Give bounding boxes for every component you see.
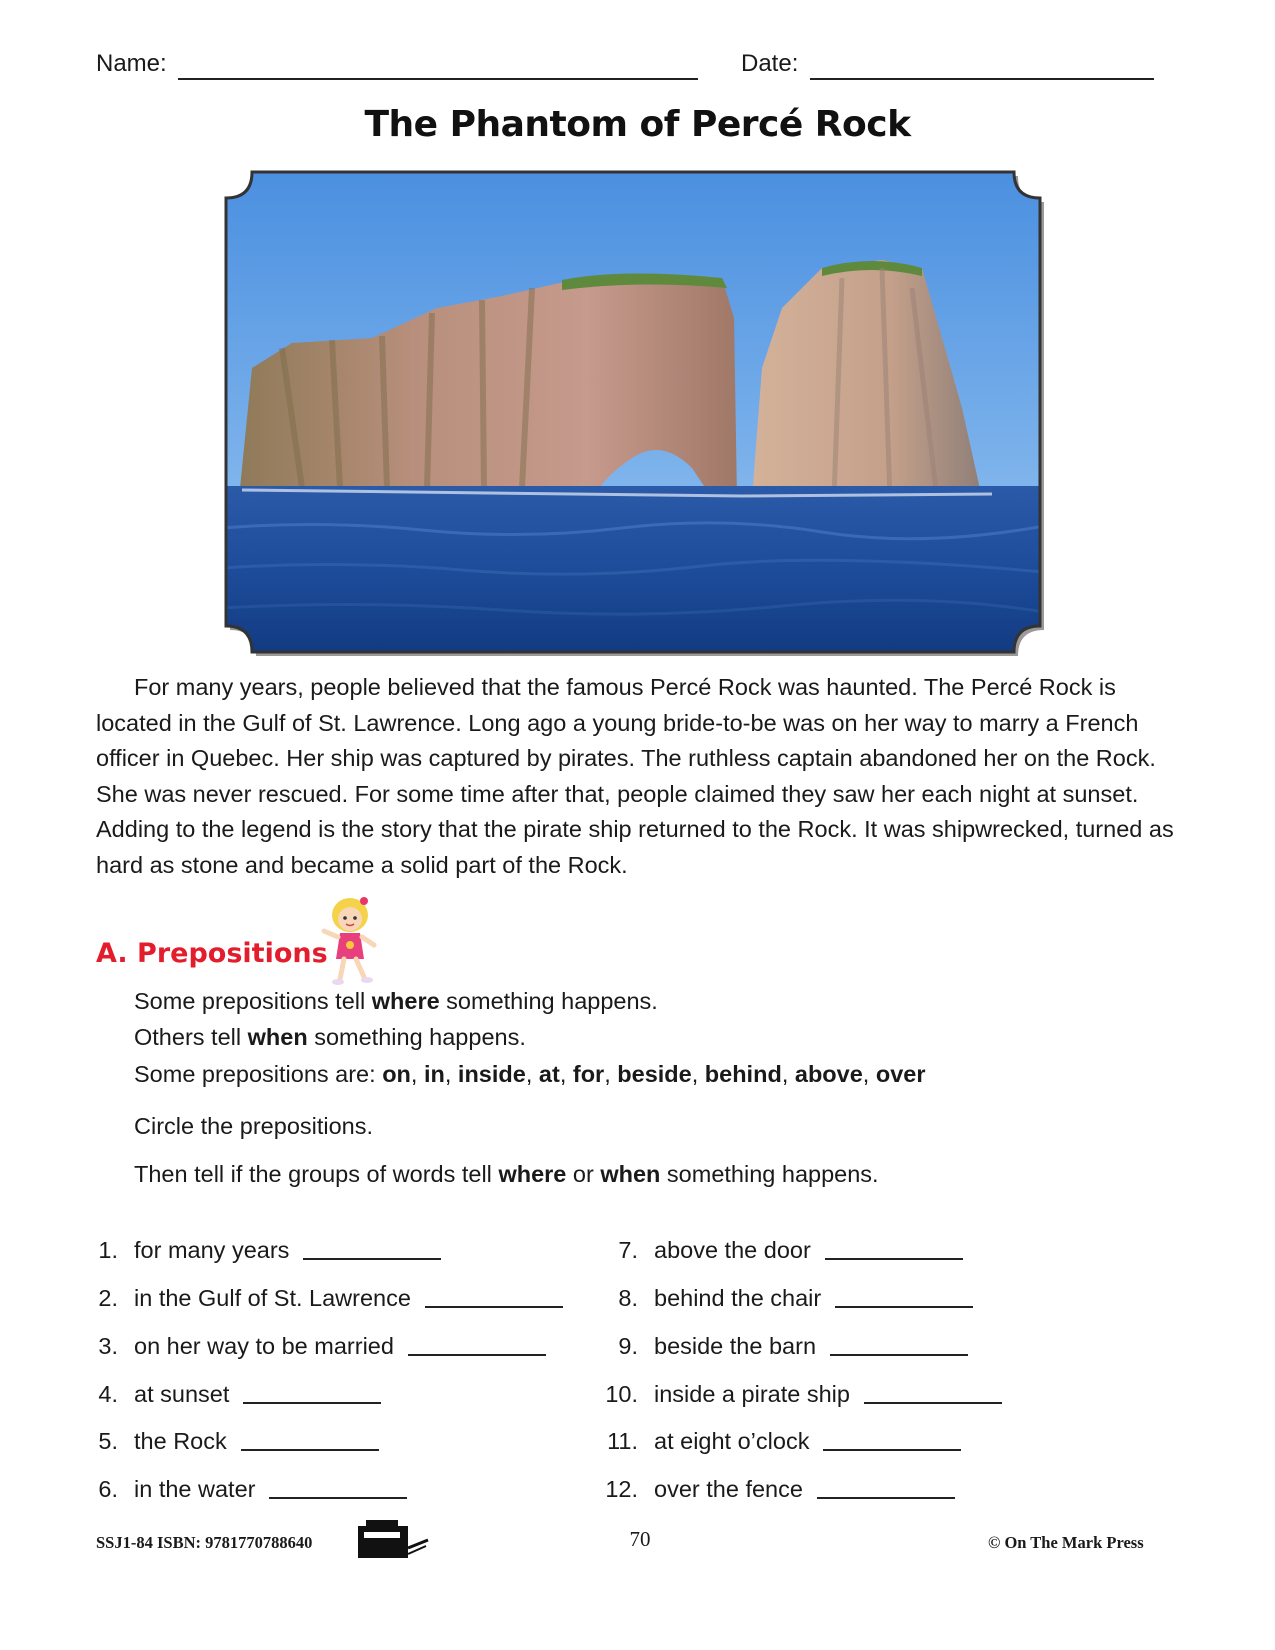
- question-text: the Rock: [134, 1428, 227, 1454]
- question-text: at sunset: [134, 1381, 230, 1407]
- answer-blank[interactable]: [303, 1258, 441, 1260]
- question-text: over the fence: [654, 1476, 803, 1502]
- prep-word: for: [572, 1061, 605, 1087]
- name-field-line[interactable]: [178, 78, 698, 80]
- question-number: 7.: [618, 1237, 638, 1263]
- prep-word: behind: [704, 1061, 782, 1087]
- page-number: 70: [629, 1527, 651, 1551]
- question-item: [96, 1333, 546, 1360]
- date-field-line[interactable]: [810, 78, 1154, 80]
- question-item: [600, 1381, 1002, 1408]
- story-text: For many years, people believed that the famous Percé Rock was haunted. The Percé Rock is located in the Gulf of St. Lawrence. Long ago a young bride-to-be was on her way to marry a French officer in Quebec. Her ship was captured by pirates. The ruthless captain abandoned her on the Rock. She was never rescued. For some time after that, people claimed they saw her each night at sunset. Adding to the legend is the story that the pirate ship returned to the Rock. It was shipwrecked, turned as hard as stone and became a solid part of the Rock.: [96, 674, 1174, 878]
- question-number: 3.: [98, 1333, 118, 1359]
- question-item: [96, 1237, 441, 1264]
- rule-where-pre: Some prepositions tell: [134, 988, 372, 1014]
- question-item: [96, 1428, 379, 1455]
- question-item: [600, 1285, 973, 1312]
- girl-mascot-icon: [316, 893, 386, 989]
- answer-blank[interactable]: [243, 1402, 381, 1404]
- answer-blank[interactable]: [269, 1497, 407, 1499]
- rule-examples: Some prepositions are: on, in, inside, at, for, beside, behind, above, over: [134, 1061, 926, 1087]
- rule-when-post: something happens.: [307, 1024, 526, 1050]
- rule-where: [134, 988, 658, 1015]
- answer-blank[interactable]: [864, 1402, 1002, 1404]
- question-item: [600, 1476, 955, 1503]
- instruction-tell-post: something happens.: [660, 1161, 879, 1187]
- answer-blank[interactable]: [425, 1306, 563, 1308]
- instruction-circle: Circle the prepositions.: [134, 1113, 374, 1139]
- rule-examples-pre: Some prepositions are:: [134, 1061, 383, 1087]
- instruction-tell-pre: Then tell if the groups of words tell: [134, 1161, 499, 1187]
- prep-word: at: [538, 1061, 560, 1087]
- rule-where-post: something happens.: [439, 988, 658, 1014]
- photocopier-icon: [356, 1518, 430, 1560]
- answer-blank[interactable]: [835, 1306, 973, 1308]
- rule-when: [134, 1024, 526, 1051]
- question-number: 8.: [618, 1285, 638, 1311]
- perce-rock-photo: [222, 168, 1044, 656]
- prep-word: over: [875, 1061, 926, 1087]
- answer-blank[interactable]: [825, 1258, 963, 1260]
- question-item: [96, 1476, 407, 1503]
- instruction-tell-where: where: [498, 1161, 567, 1187]
- question-number: 5.: [98, 1428, 118, 1454]
- answer-blank[interactable]: [241, 1449, 379, 1451]
- footer-copyright: © On The Mark Press: [988, 1533, 1144, 1552]
- question-text: at eight o’clock: [654, 1428, 810, 1454]
- question-number: 4.: [98, 1381, 118, 1407]
- question-item: [96, 1285, 563, 1312]
- rule-when-pre: Others tell: [134, 1024, 248, 1050]
- rule-when-bold: when: [247, 1024, 308, 1050]
- question-text: behind the chair: [654, 1285, 822, 1311]
- name-label: Name:: [96, 50, 167, 77]
- footer-code: SSJ1-84 ISBN: 9781770788640: [96, 1533, 313, 1552]
- question-text: above the door: [654, 1237, 811, 1263]
- question-number: 10.: [605, 1381, 638, 1407]
- section-title: A. Prepositions: [96, 938, 328, 969]
- instruction-tell: [134, 1161, 879, 1188]
- prep-word: inside: [457, 1061, 526, 1087]
- story-paragraph: [96, 670, 1181, 883]
- question-number: 2.: [98, 1285, 118, 1311]
- question-text: on her way to be married: [134, 1333, 394, 1359]
- question-item: [600, 1428, 961, 1455]
- question-text: beside the barn: [654, 1333, 817, 1359]
- question-number: 9.: [618, 1333, 638, 1359]
- prep-word: on: [382, 1061, 411, 1087]
- answer-blank[interactable]: [408, 1354, 546, 1356]
- instruction-tell-mid: or: [566, 1161, 601, 1187]
- question-number: 11.: [607, 1428, 638, 1454]
- question-item: [96, 1381, 381, 1408]
- page-title: The Phantom of Percé Rock: [364, 104, 911, 145]
- prep-word: in: [423, 1061, 445, 1087]
- question-number: 6.: [98, 1476, 118, 1502]
- question-text: in the Gulf of St. Lawrence: [134, 1285, 411, 1311]
- question-number: 1.: [98, 1237, 118, 1263]
- question-item: [600, 1333, 968, 1360]
- prep-word: above: [794, 1061, 863, 1087]
- question-text: in the water: [134, 1476, 256, 1502]
- date-label: Date:: [741, 50, 799, 77]
- question-text: for many years: [134, 1237, 290, 1263]
- question-item: [600, 1237, 963, 1264]
- prep-word: beside: [617, 1061, 692, 1087]
- instruction-tell-when: when: [600, 1161, 661, 1187]
- answer-blank[interactable]: [830, 1354, 968, 1356]
- answer-blank[interactable]: [823, 1449, 961, 1451]
- question-text: inside a pirate ship: [654, 1381, 850, 1407]
- answer-blank[interactable]: [817, 1497, 955, 1499]
- rule-where-bold: where: [371, 988, 440, 1014]
- question-number: 12.: [605, 1476, 638, 1502]
